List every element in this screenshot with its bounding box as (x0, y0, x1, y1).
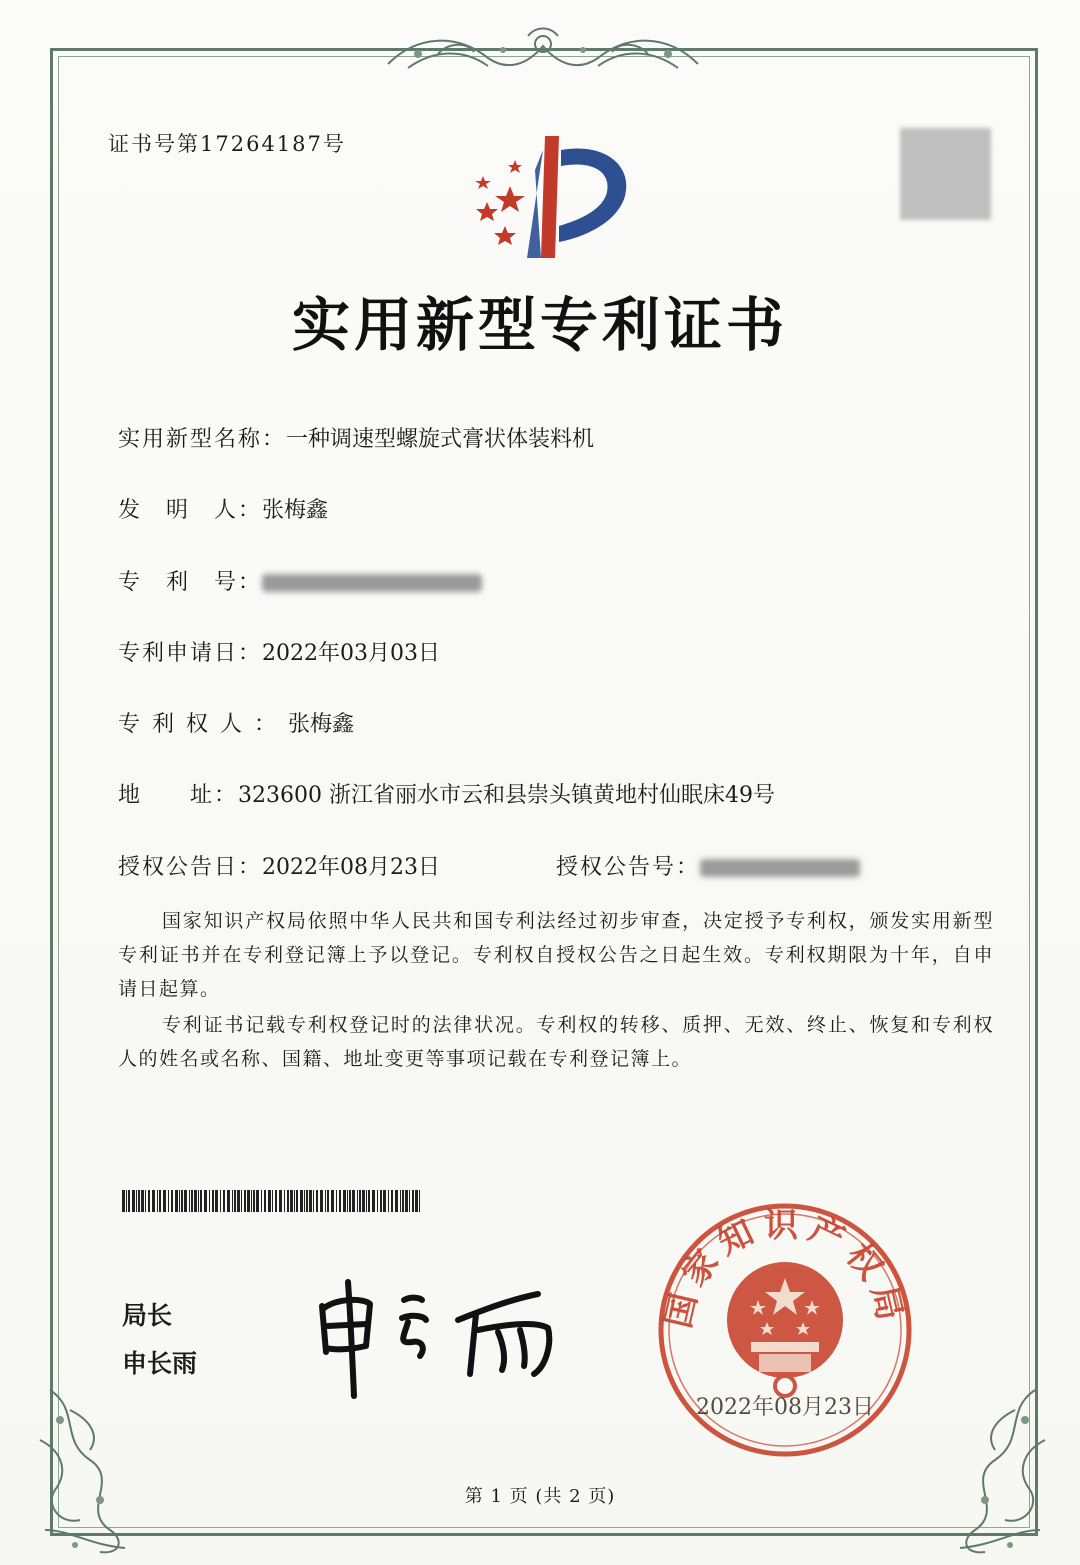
field-patent-number (118, 565, 482, 596)
grant-number-label: 授权公告号： (556, 855, 701, 880)
utility-model-name-label: 实用新型名称： (118, 427, 287, 452)
certificate-number: 证书号第17264187号 (108, 132, 346, 156)
grant-statement-paragraph: 国家知识产权局依照中华人民共和国专利法经过初步审查，决定授予专利权，颁发实用新型专利证书并在专利登记簿上予以登记。专利权自授权公告之日起生效。专利权期限为十年，自申请日起算。 (118, 910, 994, 1000)
director-name: 申长雨 (122, 1349, 198, 1378)
application-date-label: 专利申请日： (118, 641, 263, 666)
corner-ornament-bottom-left (30, 1380, 140, 1560)
field-inventor (118, 493, 328, 524)
patentee-value: 张梅鑫 (288, 712, 355, 737)
patentee-label: 专利权人： (118, 712, 289, 737)
top-ornament (378, 24, 708, 80)
legal-status-paragraph: 专利证书记载专利权登记时的法律状况。专利权的转移、质押、无效、终止、恢复和专利权人的姓名或名称、国籍、地址变更等事项记载在专利登记簿上。 (118, 1014, 994, 1070)
director-title: 局长 (122, 1301, 173, 1330)
inventor-value: 张梅鑫 (262, 498, 329, 523)
grant-date-value: 2022年08月23日 (262, 855, 440, 880)
address-label: 地 址： (118, 783, 239, 808)
address-value: 323600 浙江省丽水市云和县崇头镇黄地村仙眠床49号 (238, 783, 775, 808)
grant-date-label: 授权公告日： (118, 855, 263, 880)
grant-number-redacted (700, 859, 860, 877)
corner-ornament-bottom-right (945, 1380, 1055, 1560)
certificate-title: 实用新型专利证书 (291, 291, 788, 359)
qr-code (900, 128, 991, 220)
field-application-date (118, 636, 440, 667)
field-utility-model-name (118, 422, 594, 453)
national-emblem-icon (727, 1262, 843, 1396)
inventor-label: 发 明 人： (118, 498, 263, 523)
field-patentee (118, 707, 354, 738)
field-grant-date (118, 850, 440, 881)
seal-date: 2022年08月23日 (696, 1395, 874, 1420)
patent-number-label: 专 利 号： (118, 570, 263, 595)
utility-model-name-value: 一种调速型螺旋式膏状体装料机 (286, 427, 595, 452)
patent-number-redacted (262, 574, 482, 592)
director-signature (308, 1270, 568, 1400)
field-address (118, 778, 775, 809)
page-number: 第 1 页 (共 2 页) (464, 1486, 616, 1507)
field-grant-number (556, 850, 860, 881)
official-seal (655, 1200, 915, 1460)
patent-office-emblem-icon (455, 130, 635, 265)
seal-text: 国家知识产权局 (658, 1205, 912, 1332)
application-date-value: 2022年03月03日 (262, 641, 440, 666)
barcode (122, 1190, 422, 1212)
